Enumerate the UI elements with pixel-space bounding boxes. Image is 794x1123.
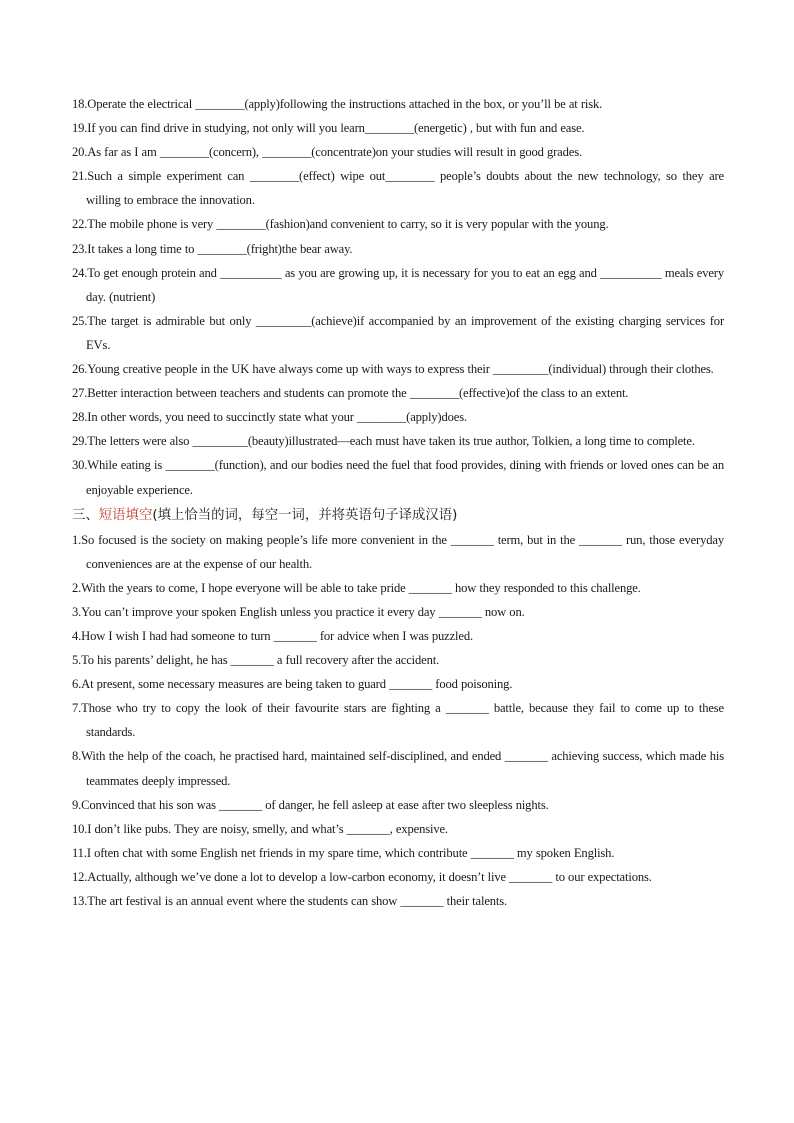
phrase-question-3: 3.You can’t improve your spoken English unless you practice it every day _______ now on. bbox=[72, 604, 525, 619]
section-3-heading bbox=[72, 504, 724, 528]
question-28: 28.In other words, you need to succinctly state what your ________(apply)does. bbox=[72, 410, 467, 425]
phrase-question-5: 5.To his parents’ delight, he has _______ a full recovery after the accident. bbox=[72, 653, 440, 668]
phrase-question-1: 1.So focused is the society on making people’s life more convenient in the _______ term, but in the _______ run, those everyday conveniences are at the expense of our health. bbox=[72, 532, 724, 571]
phrase-question-11: 11.I often chat with some English net friends in my spare time, which contribute _______ my spoken English. bbox=[72, 845, 615, 860]
section-3-number: 三、 bbox=[72, 507, 99, 523]
phrase-question-6: 6.At present, some necessary measures are being taken to guard _______ food poisoning. bbox=[72, 677, 513, 692]
phrase-question-7: 7.Those who try to copy the look of their favourite stars are fighting a _______ battle, because they fail to come up to these standards. bbox=[72, 701, 724, 740]
question-24: 24.To get enough protein and __________ as you are growing up, it is necessary for you to eat an egg and __________ meals every day. (nutrient) bbox=[72, 265, 724, 304]
question-20: 20.As far as I am ________(concern), ________(concentrate)on your studies will result in good grades. bbox=[72, 145, 582, 160]
section-3-instructions: (填上恰当的词，每空一词，并将英语句子译成汉语) bbox=[152, 507, 458, 523]
phrase-question-9: 9.Convinced that his son was _______ of danger, he fell asleep at ease after two sleepless nights. bbox=[72, 797, 549, 812]
worksheet-page bbox=[72, 92, 724, 913]
question-29: 29.The letters were also _________(beauty)illustrated—each must have taken its true author, Tolkien, a long time to complete. bbox=[72, 434, 695, 449]
question-26: 26.Young creative people in the UK have always come up with ways to express their _________(individual) through their clothes. bbox=[72, 362, 714, 377]
question-22: 22.The mobile phone is very ________(fashion)and convenient to carry, so it is very popular with the young. bbox=[72, 217, 609, 232]
question-19: 19.If you can find drive in studying, not only will you learn________(energetic) , but with fun and ease. bbox=[72, 121, 585, 136]
phrase-question-8: 8.With the help of the coach, he practised hard, maintained self-disciplined, and ended _______ achieving success, which made his teammates deeply impressed. bbox=[72, 749, 724, 788]
question-27: 27.Better interaction between teachers and students can promote the ________(effective)of the class to an extent. bbox=[72, 386, 629, 401]
question-18: 18.Operate the electrical ________(apply)following the instructions attached in the box, or you’ll be at risk. bbox=[72, 97, 603, 111]
phrase-question-2: 2.With the years to come, I hope everyone will be able to take pride _______ how they responded to this challenge. bbox=[72, 580, 641, 595]
part3-list bbox=[72, 528, 724, 914]
part2-list bbox=[72, 92, 724, 502]
phrase-question-13: 13.The art festival is an annual event where the students can show _______ their talents. bbox=[72, 894, 508, 908]
phrase-question-4: 4.How I wish I had had someone to turn _______ for advice when I was puzzled. bbox=[72, 628, 473, 643]
question-25: 25.The target is admirable but only _________(achieve)if accompanied by an improvement of the existing charging services for EVs. bbox=[72, 313, 724, 352]
phrase-question-12: 12.Actually, although we’ve done a lot to develop a low-carbon economy, it doesn’t live _______ to our expectations. bbox=[72, 869, 652, 884]
question-23: 23.It takes a long time to ________(fright)the bear away. bbox=[72, 241, 353, 256]
question-30: 30.While eating is ________(function), and our bodies need the fuel that food provides, dining with friends or loved ones can be an enjoyable experience. bbox=[72, 458, 724, 497]
question-21: 21.Such a simple experiment can ________(effect) wipe out________ people’s doubts about the new technology, so they are willing to embrace the innovation. bbox=[72, 169, 724, 208]
phrase-question-10: 10.I don’t like pubs. They are noisy, smelly, and what’s _______, expensive. bbox=[72, 821, 448, 836]
section-3-title: 短语填空 bbox=[98, 507, 153, 523]
